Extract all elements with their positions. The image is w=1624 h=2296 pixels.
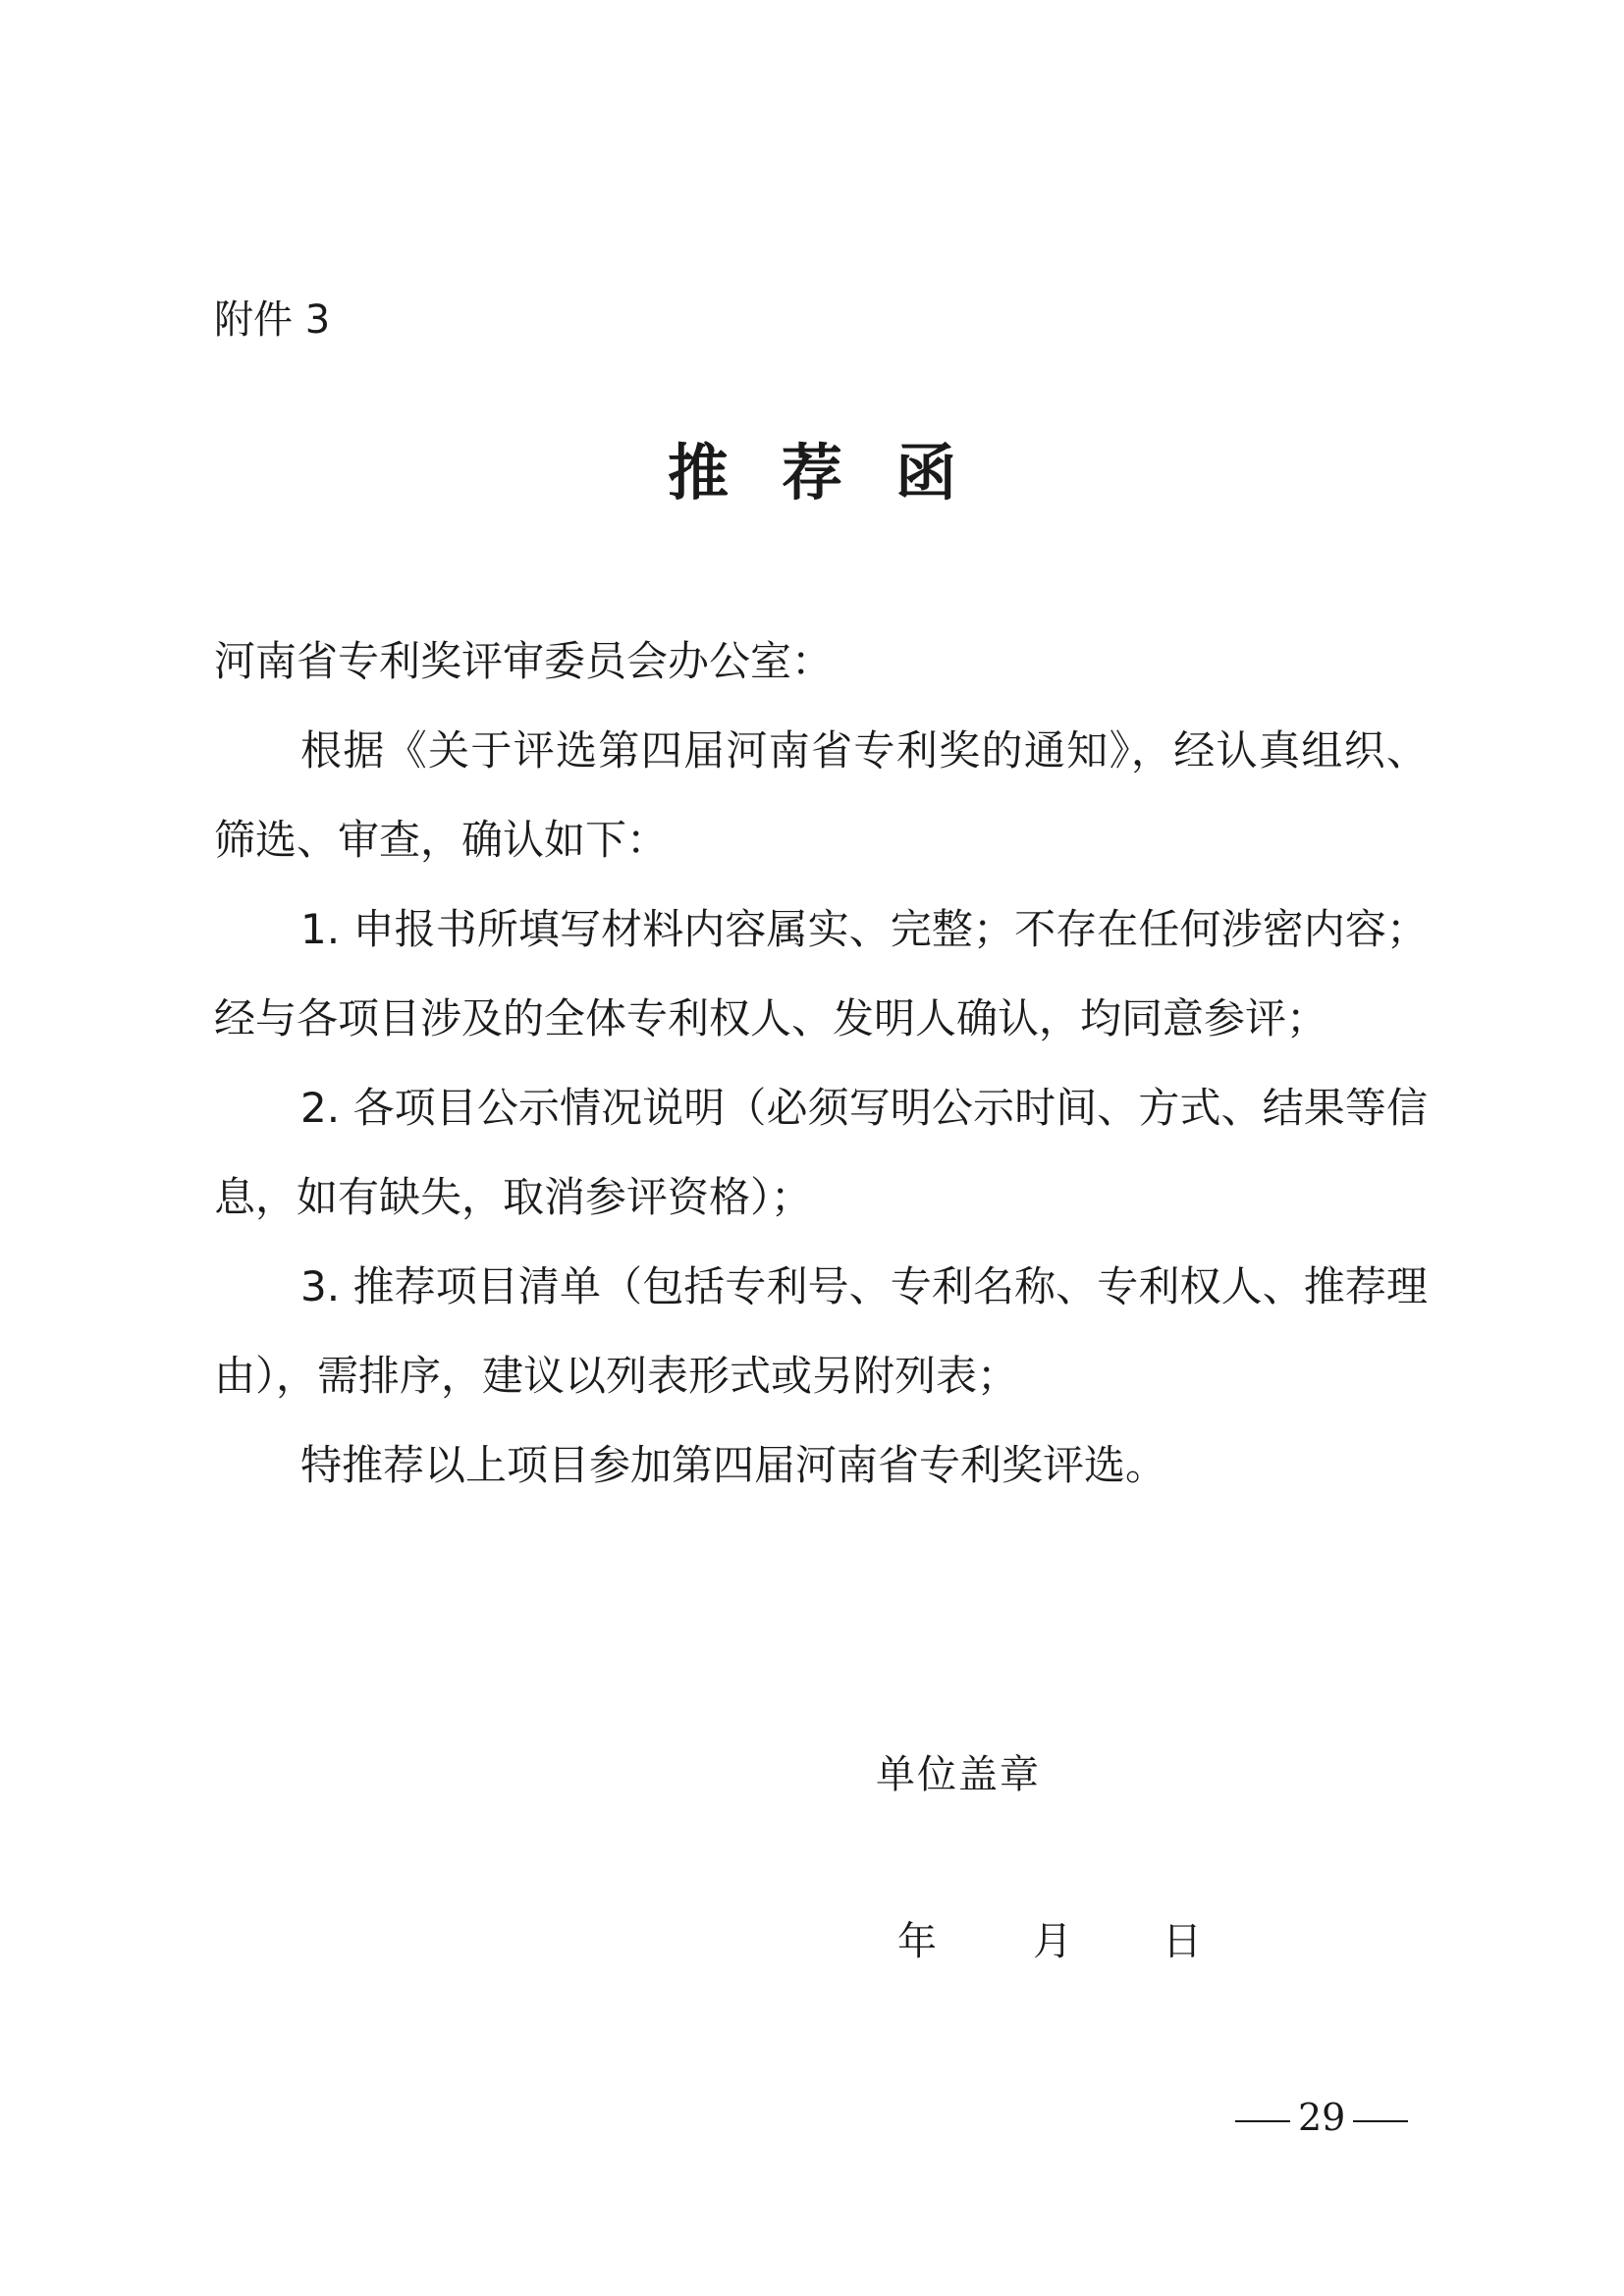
page-number-dash-right	[1353, 2120, 1408, 2122]
page-number-dash-left	[1235, 2120, 1290, 2122]
month-label: 月	[1033, 1919, 1072, 1964]
page-number	[1227, 2093, 1416, 2142]
paragraph-item-2: 2. 各项目公示情况说明（必须写明公示时间、方式、结果等信息，如有缺失，取消参评资格）；	[214, 1084, 1428, 1221]
paragraph-item-3: 3. 推荐项目清单（包括专利号、专利名称、专利权人、推荐理由），需排序，建议以列表形式或另附列表；	[214, 1262, 1428, 1400]
day-label: 日	[1163, 1919, 1202, 1964]
salutation: 河南省专利奖评审委员会办公室：	[214, 637, 834, 685]
paragraph-item-1: 1. 申报书所填写材料内容属实、完整；不存在任何涉密内容；经与各项目涉及的全体专利权人、发明人确认，均同意参评；	[214, 905, 1428, 1042]
paragraph-intro: 根据《关于评选第四届河南省专利奖的通知》，经认真组织、筛选、审查，确认如下：	[214, 726, 1428, 864]
page-title: 推荐函	[667, 437, 1009, 508]
attachment-label: 附件 3	[214, 297, 331, 343]
letter-body	[214, 616, 1428, 1510]
page-number-value: 29	[1298, 2096, 1346, 2139]
paragraph-closing: 特推荐以上项目参加第四届河南省专利奖评选。	[300, 1441, 1167, 1489]
date-line	[897, 1914, 1202, 1969]
year-label: 年	[897, 1919, 937, 1964]
seal-label: 单位盖章	[876, 1752, 1041, 1797]
